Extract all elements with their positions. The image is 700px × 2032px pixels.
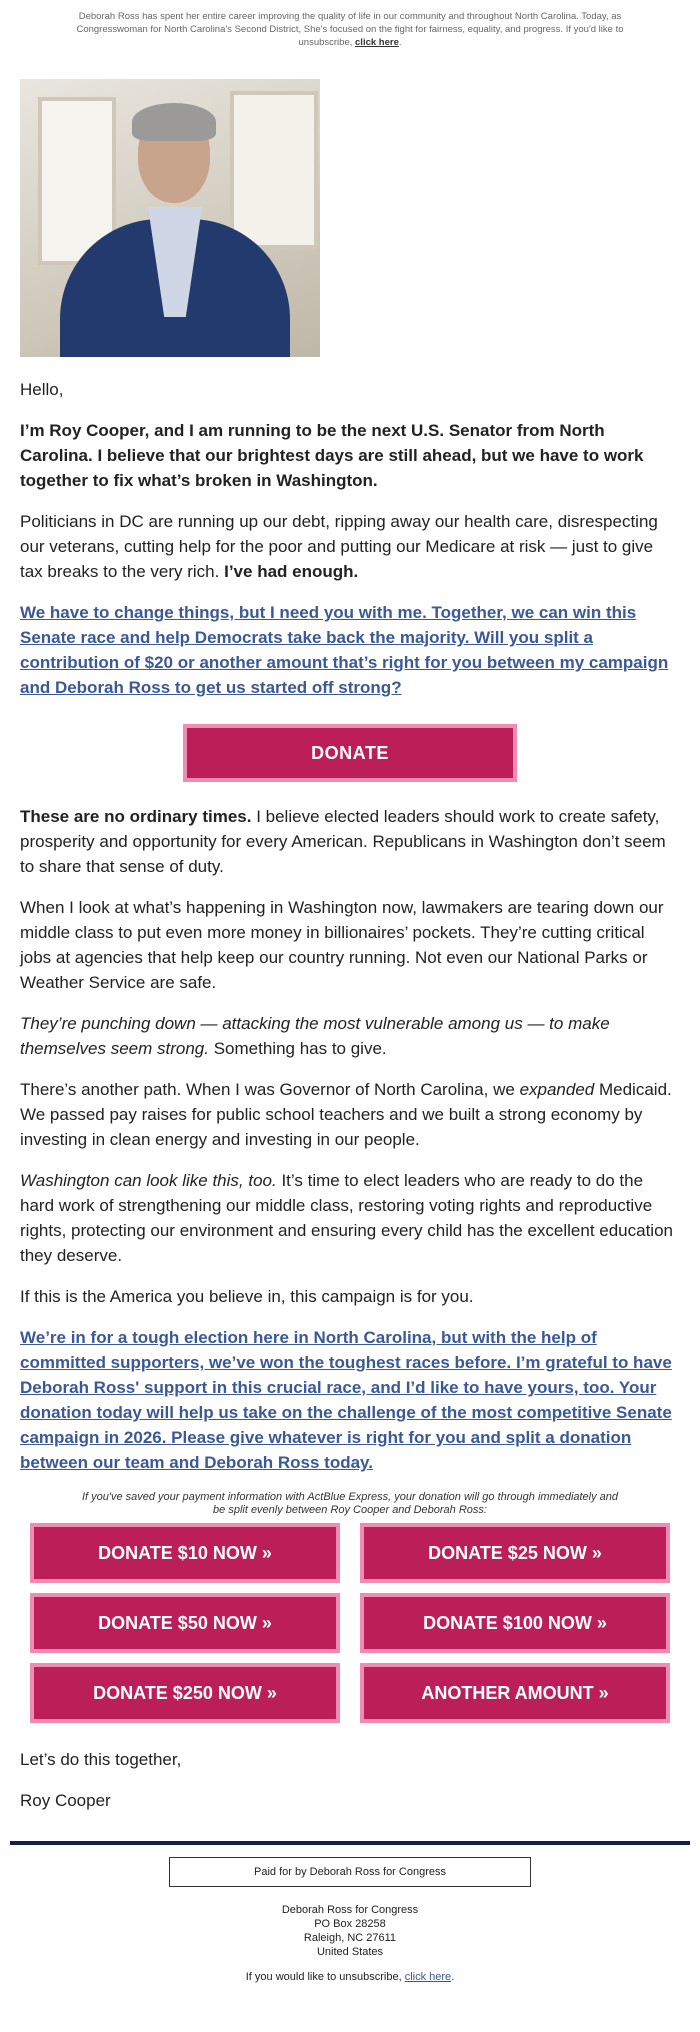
address-line: Raleigh, NC 27611 bbox=[303, 1932, 397, 1944]
paragraph-4-bold: These are no ordinary times. bbox=[20, 807, 252, 826]
intro-bold-text: I’m Roy Cooper, and I am running to be the next U.S. Senator from North Carolina. I believe that our brightest days are still ahead, but we have to work together to fix what’s broken in Washington. bbox=[20, 421, 644, 490]
greeting: Hello, bbox=[20, 380, 64, 399]
paragraph-2-bold: I’ve had enough. bbox=[224, 562, 359, 581]
preheader-end: . bbox=[398, 37, 402, 48]
footer-unsubscribe-link[interactable]: click here bbox=[404, 1971, 452, 1983]
paragraph-6-text: Something has to give. bbox=[213, 1039, 387, 1058]
closing: Let’s do this together, bbox=[20, 1750, 182, 1769]
another-amount-button[interactable]: ANOTHER AMOUNT » bbox=[360, 1663, 670, 1723]
paragraph-9: If this is the America you believe in, this campaign is for you. bbox=[20, 1287, 474, 1306]
preheader bbox=[10, 0, 690, 49]
address-line: Deborah Ross for Congress bbox=[281, 1904, 419, 1916]
footer-unsubscribe bbox=[10, 1971, 690, 1983]
paragraph-7-text-a: There’s another path. When I was Governor of North Carolina, we bbox=[20, 1080, 515, 1099]
paragraph-6 bbox=[20, 1011, 680, 1061]
signature: Roy Cooper bbox=[20, 1791, 111, 1810]
actblue-express-note: If you've saved your payment information with ActBlue Express, your donation will go through immediately and be split evenly between Roy Cooper and Deborah Ross: bbox=[81, 1491, 619, 1516]
donation-appeal-link-2[interactable]: We’re in for a tough election here in North Carolina, but with the help of committed supporters, we’ve won the toughest races before. I’m grateful to have Deborah Ross' support in this crucial race, and I’d like to have yours, too. Your donation today will help us take on the challenge of the most competitive Senate campaign in 2026. Please give whatever is right for you and split a donation between our team and Deborah Ross today. bbox=[20, 1328, 672, 1472]
paid-for-box: Paid for by Deborah Ross for Congress bbox=[169, 1857, 531, 1887]
unsubscribe-end: . bbox=[451, 1971, 455, 1983]
photo-hair bbox=[132, 103, 216, 141]
paragraph-8-italic: Washington can look like this, too. bbox=[20, 1171, 277, 1190]
paragraph-2 bbox=[20, 509, 680, 584]
footer-address bbox=[10, 1903, 690, 1959]
paragraph-4-text: I believe elected leaders should work to create safety, prosperity and opportunity for every American. Republicans in Washington don’t seem to share that sense of duty. bbox=[20, 807, 666, 876]
donate-button[interactable]: DONATE bbox=[183, 724, 517, 782]
donate-button-grid bbox=[20, 1523, 680, 1723]
preheader-unsubscribe-link[interactable]: click here bbox=[355, 37, 399, 48]
email-container bbox=[10, 0, 690, 1983]
donation-appeal-link-1[interactable]: We have to change things, but I need you with me. Together, we can win this Senate race and help Democrats take back the majority. Will you split a contribution of $20 or another amount that’s right for you between my campaign and Deborah Ross to get us started off strong? bbox=[20, 603, 669, 697]
paragraph-8-text: It’s time to elect leaders who are ready to do the hard work of strengthening our middle class, restoring voting rights and reproductive rights, protecting our environment and ensuring every child has the excellent education they deserve. bbox=[20, 1171, 673, 1265]
donate-25-button[interactable]: DONATE $25 NOW » bbox=[360, 1523, 670, 1583]
donate-button-wrap bbox=[20, 724, 680, 782]
preheader-text: Deborah Ross has spent her entire career improving the quality of life in our community and throughout North Carolina. Today, as Congresswoman for North Carolina's Second District, She's focused on the fight for fairness, equality, and progress. If you'd like to unsubscribe, bbox=[76, 11, 624, 48]
donate-50-button[interactable]: DONATE $50 NOW » bbox=[30, 1593, 340, 1653]
unsubscribe-text: If you would like to unsubscribe, bbox=[245, 1971, 402, 1983]
photo-window-right bbox=[230, 91, 318, 249]
paragraph-7-text-b: Medicaid. We passed pay raises for public school teachers and we built a strong economy by investing in clean energy and investing in our people. bbox=[20, 1080, 672, 1149]
paragraph-8 bbox=[20, 1168, 680, 1268]
address-line: United States bbox=[316, 1946, 384, 1958]
donate-250-button[interactable]: DONATE $250 NOW » bbox=[30, 1663, 340, 1723]
address-line: PO Box 28258 bbox=[314, 1918, 386, 1930]
paragraph-4 bbox=[20, 804, 680, 879]
paragraph-5: When I look at what’s happening in Washington now, lawmakers are tearing down our middle class to put even more money in billionaires’ pockets. They’re cutting critical jobs at agencies that help keep our country running. Not even our National Parks or Weather Service are safe. bbox=[20, 898, 664, 992]
paragraph-7-italic: expanded bbox=[519, 1080, 595, 1099]
candidate-photo bbox=[20, 79, 320, 357]
paragraph-2-text: Politicians in DC are running up our debt, ripping away our health care, disrespecting our veterans, cutting help for the poor and putting our Medicare at risk — just to give tax breaks to the very rich. bbox=[20, 512, 658, 581]
donate-100-button[interactable]: DONATE $100 NOW » bbox=[360, 1593, 670, 1653]
intro-paragraph bbox=[20, 418, 680, 493]
footer-divider bbox=[10, 1841, 690, 1845]
paragraph-7 bbox=[20, 1077, 680, 1152]
email-body bbox=[10, 377, 690, 1813]
donate-10-button[interactable]: DONATE $10 NOW » bbox=[30, 1523, 340, 1583]
paragraph-6-italic: They’re punching down — attacking the most vulnerable among us — to make themselves seem strong. bbox=[20, 1014, 610, 1058]
